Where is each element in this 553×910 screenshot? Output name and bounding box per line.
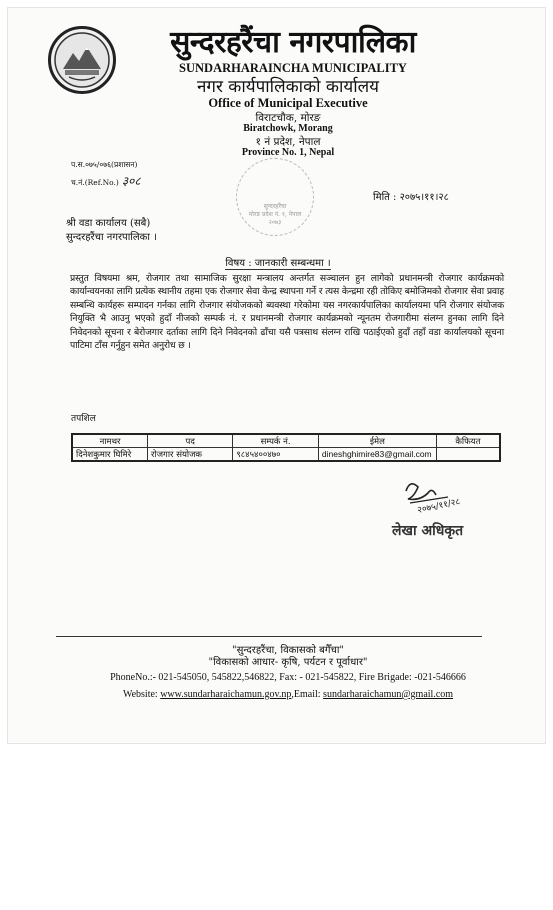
table-row [72, 448, 500, 462]
website-link[interactable]: www.sundarharaichamun.gov.np [160, 689, 292, 700]
municipality-seal-logo [48, 26, 116, 94]
email-link[interactable]: sundarharaichamun@gmail.com [323, 689, 454, 700]
letter-page [8, 8, 545, 743]
table-header-row [72, 434, 500, 448]
email-label: ,Email: [291, 689, 324, 700]
website-label: Website: [122, 689, 161, 700]
ref-number-handwritten: ३०८ [121, 174, 141, 188]
municipality-name-nepali: सुन्दरहरैंचा नगरपालिका [170, 25, 416, 60]
office-name-nepali: नगर कार्यपालिकाको कार्यालय [196, 77, 380, 97]
column-header: नामथर [72, 434, 148, 448]
footer-motto-2: "विकासको आधार- कृषि, पर्यटन र पूर्वाधार" [208, 657, 368, 668]
address-nepali: विराटचौक, मोरङ [255, 112, 321, 124]
footer-divider [56, 636, 482, 637]
reference-number-line [71, 172, 141, 189]
municipality-name-english: SUNDARHARAINCHA MUNICIPALITY [179, 61, 407, 75]
column-header: ईमेल [318, 434, 436, 448]
signature-scrawl-icon [388, 473, 478, 528]
office-name-english: Office of Municipal Executive [208, 96, 368, 110]
reference-fiscal-line: प.स.०७५/०७६(प्रशासन) [71, 160, 138, 169]
province-nepali: १ नं प्रदेश, नेपाल [255, 136, 321, 148]
mountain-emblem-icon [51, 29, 113, 91]
subject-line [193, 255, 363, 269]
table-cell-name: दिनेशकुमार घिमिरे [72, 448, 148, 462]
contact-table [71, 433, 501, 462]
office-stamp [236, 158, 314, 236]
stamp-text-1: सुन्दरहरैंचा [263, 203, 287, 210]
table-cell-email: dineshghimire83@gmail.com [318, 448, 436, 462]
letter-body: प्रस्तुत विषयमा श्रम, रोजगार तथा सामाजिक सुरक्षा मन्त्रालय अन्तर्गत सञ्चालन हुन लागेको प्रधानमन्त्री रोजगार कार्यक्रमको कार्यान्वयनका लागि प्रत्येक स्थानीय तहमा एक रोजगार सेवा केन्द्र स्थापना गर्ने र त्यस केन्द्रमा रही तोकिए बमोजिमको रोजगार सेवा प्रवाह सम्बन्धि कार्यहरू सम्पादन गर्नका लागि रोजगार संयोजकको ब्यवस्था गरेकोमा यस नगरकार्यपालिका कार्यालयमा पनि रोजगार संयोजक नियुक्ति भै आउनु भएको हुदाँ नीजको सम्पर्क नं. र प्रधानमन्त्री रोजगार कार्यक्रमको न्यूनतम रोजगारीमा संलग्न हुनका लागि दिने निवेदनको सूचना र बेरोजगार दर्ताका लागि दिने निवेदनको ढाँचा यसै पत्रसाथ संलग्न राखि पठाईएको हुदाँ तहाँ वडा कार्यालयको सूचना पाटिमा टाँस गर्नुहुन समेत अनुरोध छ । [70, 273, 504, 352]
table-cell-remarks [436, 448, 500, 462]
letter-date: मिति : २०७५।११।२८ [373, 192, 449, 203]
signature-date: २०७५/११/२८ [416, 497, 462, 516]
column-header: पद [148, 434, 233, 448]
signer-title: लेखा अधिकृत [392, 523, 464, 539]
recipient-line-2: सुन्दरहरैंचा नगरपालिका । [66, 232, 157, 243]
stamp-text-2: मोरङ प्रदेश नं. १, नेपाल [248, 211, 302, 218]
footer-web [68, 689, 508, 700]
stamp-text-3: २०७३ [268, 219, 282, 226]
column-header: सम्पर्क नं. [233, 434, 319, 448]
footer-phone: PhoneNo.:- 021-545050, 545822,546822, Fax: - 021-545822, Fire Brigade: -021-546666 [110, 672, 466, 683]
province-english: Province No. 1, Nepal [241, 147, 335, 158]
recipient-line-1: श्री वडा कार्यालय (सबै) [66, 218, 151, 229]
column-header: कैफियत [436, 434, 500, 448]
address-english: Biratchowk, Morang [243, 123, 333, 134]
subject-text: विषय : जानकारी सम्बन्धमा । [225, 258, 331, 269]
details-label: तपशिल [71, 414, 96, 424]
table-cell-post: रोजगार संयोजक [148, 448, 233, 462]
table-cell-contact: ९८४५४००४७० [233, 448, 319, 462]
ref-number-label: च.नं.(Ref.No.) [71, 178, 119, 187]
footer-motto-1: "सुन्दरहरैंचा, विकासको बगैँचा" [231, 645, 345, 656]
